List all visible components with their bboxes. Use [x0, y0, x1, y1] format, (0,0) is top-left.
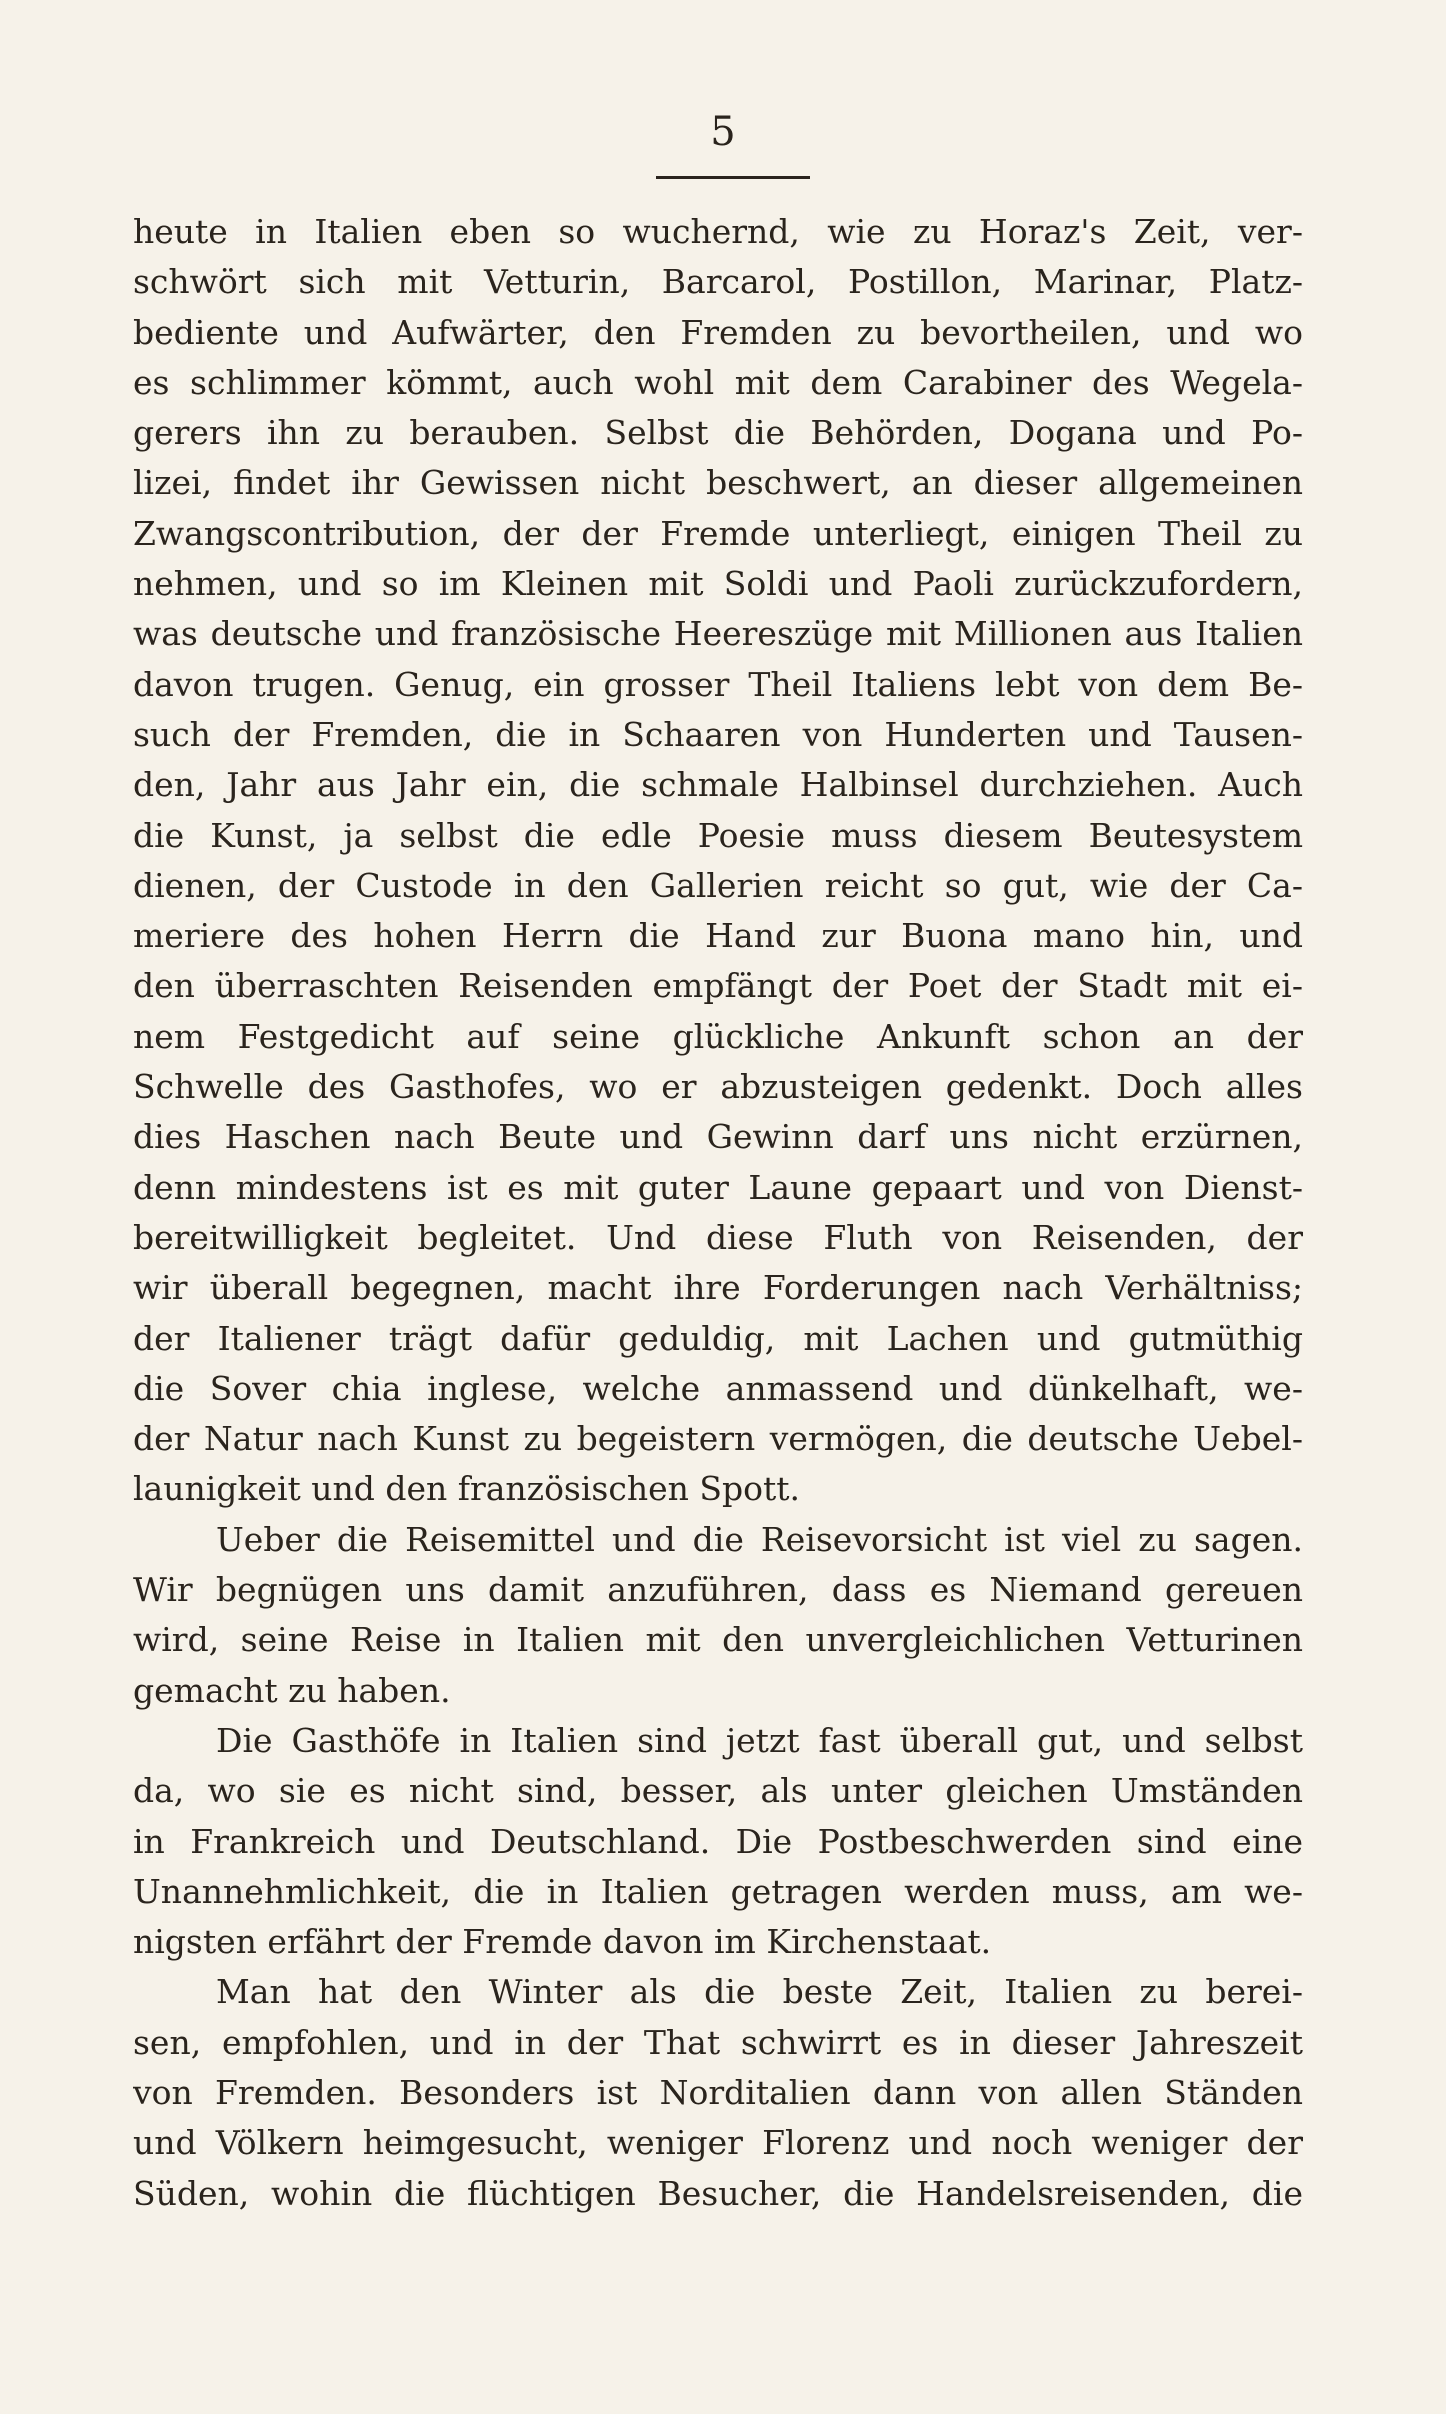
- text-line: schwört sich mit Vetturin, Barcarol, Postillon, Marinar, Platz-: [133, 262, 1303, 302]
- text-line: und Völkern heimgesucht, weniger Florenz und noch weniger der: [133, 2123, 1303, 2163]
- page-number: 5: [710, 109, 736, 155]
- text-line: meriere des hohen Herrn die Hand zur Buona mano hin, und: [133, 916, 1303, 956]
- text-line: such der Fremden, die in Schaaren von Hunderten und Tausen-: [133, 714, 1303, 754]
- text-line: lizei, findet ihr Gewissen nicht beschwert, an dieser allgemeinen: [133, 463, 1303, 503]
- text-line: gerers ihn zu berauben. Selbst die Behörden, Dogana und Po-: [133, 413, 1303, 453]
- text-line: launigkeit und den französischen Spott.: [133, 1469, 800, 1509]
- text-line: Man hat den Winter als die beste Zeit, Italien zu berei-: [216, 1972, 1303, 2012]
- text-line: nehmen, und so im Kleinen mit Soldi und Paoli zurückzufordern,: [133, 564, 1303, 604]
- text-line: in Frankreich und Deutschland. Die Postbeschwerden sind eine: [133, 1821, 1303, 1861]
- text-line: heute in Italien eben so wuchernd, wie zu Horaz's Zeit, ver-: [133, 212, 1303, 251]
- text-line: sen, empfohlen, und in der That schwirrt es in dieser Jahreszeit: [133, 2022, 1303, 2062]
- text-line: Schwelle des Gasthofes, wo er abzusteigen gedenkt. Doch alles: [133, 1067, 1303, 1107]
- text-line: die Sover chia inglese, welche anmassend und dünkelhaft, we-: [133, 1368, 1303, 1408]
- text-line: da, wo sie es nicht sind, besser, als unter gleichen Umständen: [133, 1771, 1303, 1811]
- text-line: den, Jahr aus Jahr ein, die schmale Halbinsel durchziehen. Auch: [133, 765, 1303, 805]
- text-line: davon trugen. Genug, ein grosser Theil Italiens lebt von dem Be-: [133, 664, 1303, 704]
- text-line: es schlimmer kömmt, auch wohl mit dem Carabiner des Wegela-: [133, 362, 1303, 402]
- text-line: der Italiener trägt dafür geduldig, mit Lachen und gutmüthig: [133, 1318, 1303, 1358]
- text-line: wird, seine Reise in Italien mit den unvergleichlichen Vetturinen: [133, 1620, 1303, 1660]
- text-line: was deutsche und französische Heereszüge mit Millionen aus Italien: [133, 614, 1303, 654]
- text-line: den überraschten Reisenden empfängt der Poet der Stadt mit ei-: [133, 966, 1303, 1006]
- text-line: dies Haschen nach Beute und Gewinn darf uns nicht erzürnen,: [133, 1117, 1303, 1157]
- text-line: bediente und Aufwärter, den Fremden zu bevortheilen, und wo: [133, 312, 1303, 352]
- text-line: dienen, der Custode in den Gallerien reicht so gut, wie der Ca-: [133, 865, 1303, 905]
- text-line: Zwangscontribution, der der Fremde unterliegt, einigen Theil zu: [133, 513, 1303, 553]
- text-line: Ueber die Reisemittel und die Reisevorsicht ist viel zu sagen.: [216, 1519, 1303, 1559]
- text-line: nem Festgedicht auf seine glückliche Ankunft schon an der: [133, 1016, 1303, 1056]
- text-line: der Natur nach Kunst zu begeistern vermögen, die deutsche Uebel-: [133, 1419, 1303, 1459]
- text-line: wir überall begegnen, macht ihre Forderungen nach Verhältniss;: [133, 1268, 1303, 1308]
- text-line: Wir begnügen uns damit anzuführen, dass es Niemand gereuen: [133, 1570, 1303, 1610]
- text-line: Süden, wohin die flüchtigen Besucher, die Handelsreisenden, die: [133, 2173, 1303, 2213]
- text-line: denn mindestens ist es mit guter Laune gepaart und von Dienst-: [133, 1167, 1303, 1207]
- body-text: [133, 207, 1303, 2219]
- text-line: bereitwilligkeit begleitet. Und diese Fluth von Reisenden, der: [133, 1217, 1303, 1257]
- text-line: Unannehmlichkeit, die in Italien getragen werden muss, am we-: [133, 1871, 1303, 1911]
- text-line: Die Gasthöfe in Italien sind jetzt fast überall gut, und selbst: [216, 1720, 1303, 1760]
- text-line: nigsten erfährt der Fremde davon im Kirchenstaat.: [133, 1922, 992, 1962]
- header-rule: [656, 176, 810, 179]
- text-line: die Kunst, ja selbst die edle Poesie muss diesem Beutesystem: [133, 815, 1303, 855]
- text-line: von Fremden. Besonders ist Norditalien dann von allen Ständen: [133, 2072, 1303, 2112]
- text-line: gemacht zu haben.: [133, 1670, 451, 1710]
